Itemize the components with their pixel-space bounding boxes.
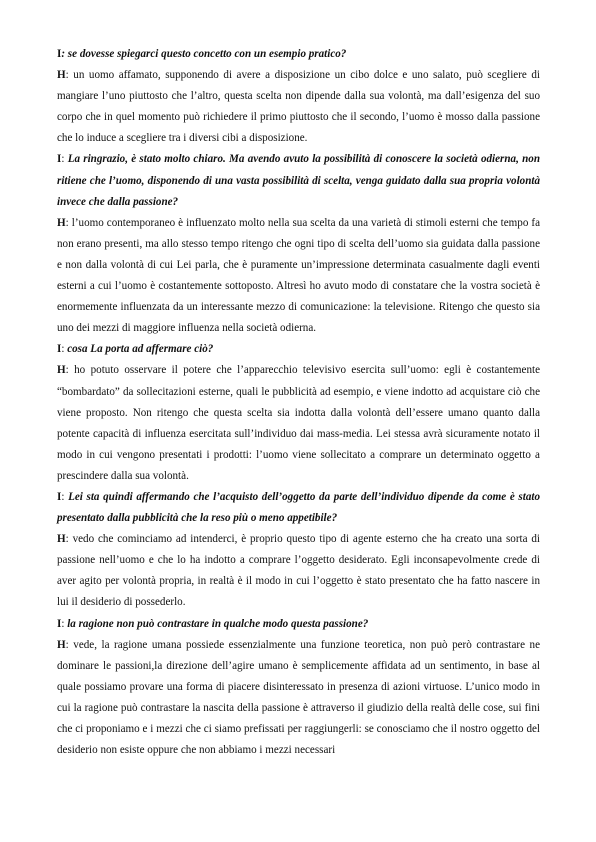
speaker-label: I <box>57 48 62 60</box>
question-sep: : <box>61 617 68 630</box>
answer-1 <box>57 65 540 149</box>
answer-sep: : <box>65 69 69 82</box>
answer-text: un uomo affamato, supponendo di avere a disposizione un cibo dolce e uno salato, può scegliere di mangiare l’uno piuttosto che l’altro, questa scelta non dipende dalla sua volontà, ma dall’esigenza del suo corpo che in quel momento può richiedere il primo piuttosto che il secondo, l’uomo è mosso dalla passione che lo induce a scegliere tra i diversi cibi a disposizione. <box>57 69 540 145</box>
answer-sep: : <box>65 533 69 546</box>
answer-3 <box>57 360 540 487</box>
speaker-label: H <box>57 69 66 82</box>
question-sep: : <box>61 343 68 356</box>
question-text: : <box>61 48 66 60</box>
question-text: Lei sta quindi affermando che l’acquisto dell’oggetto da parte dell’individuo dipende da come è stato presentato dalla pubblicità che la reso più o meno appetibile? <box>57 490 540 525</box>
answer-5 <box>57 635 540 762</box>
question-2 <box>57 149 540 212</box>
question-1 <box>57 44 540 65</box>
answer-sep: : <box>65 216 69 229</box>
document-page <box>57 44 540 761</box>
question-sep: : <box>61 153 68 166</box>
speaker-label: I <box>57 343 62 356</box>
question-4 <box>57 487 540 529</box>
speaker-label: H <box>57 364 66 377</box>
answer-4 <box>57 529 540 613</box>
answer-text: vedo che cominciamo ad intenderci, è proprio questo tipo di agente esterno che ha creato una sorta di passione nell’uomo e che lo ha indotto a comprare l’oggetto desiderato. Egli inconsapevolmente crede di aver agito per volontà propria, in realtà è il modo in cui l’oggetto è stato presentato che ha fatto nascere in lui il desiderio di possederlo. <box>57 533 540 609</box>
speaker-label: H <box>57 638 66 651</box>
answer-sep: : <box>65 638 69 651</box>
speaker-label: H <box>57 533 66 546</box>
question-text: La ringrazio, è stato molto chiaro. Ma avendo avuto la possibilità di conoscere la società odierna, non ritiene che l’uomo, disponendo di una vasta possibilità di scelta, venga guidato dalla sua propria volontà invece che dalla passione? <box>57 153 540 208</box>
answer-text: vede, la ragione umana possiede essenzialmente una funzione teoretica, non può però contrastare ne dominare le passioni,la direzione dell’agire umano è semplicemente affidata ad un sentimento, in base al quale possiamo provare una forma di piacere disinteressato in presenza di azioni virtuose. L’unico modo in cui la ragione può contrastare la nascita della passione è attraverso il giudizio della realtà delle cose, sui fini che ci proponiamo e i mezzi che ci siamo prefissati per raggiungerli: se conosciamo che il nostro oggetto del desiderio non esiste oppure che non abbiamo i mezzi necessari <box>57 638 540 757</box>
speaker-label: I <box>57 153 62 166</box>
question-text: se dovesse spiegarci questo concetto con un esempio pratico? <box>65 48 347 60</box>
question-3 <box>57 339 540 360</box>
question-5 <box>57 614 540 635</box>
answer-sep: : <box>65 364 69 377</box>
answer-text: l’uomo contemporaneo è influenzato molto nella sua scelta da una varietà di stimoli esterni che tempo fa non erano presenti, ma allo stesso tempo ritengo che ogni tipo di scelta dell’uomo sia guidata dalla passione e non dalla volontà di cui Lei parla, che è puramente un’impressione determinata casualmente dagli eventi esterni a cui l’uomo è costantemente sottoposto. Altresì ho avuto modo di constatare che la vostra società è enormemente influenzata da un interessante mezzo di comunicazione: la televisione. Ritengo che questo sia uno dei mezzi di maggiore influenza nella società odierna. <box>57 216 540 335</box>
answer-2 <box>57 213 540 340</box>
speaker-label: I <box>57 490 62 503</box>
question-text: la ragione non può contrastare in qualche modo questa passione? <box>67 617 369 630</box>
answer-text: ho potuto osservare il potere che l’apparecchio televisivo esercita sull’uomo: egli è costantemente “bombardato” da sollecitazioni esterne, quali le pubblicità ad esempio, e viene indotto ad acquistare ciò che viene proposto. Non ritengo che questa scelta sia indotta dalla volontà dell’essere umano quanto dalla potente capacità di influenza esercitata sull’individuo dai mass-media. Lei stessa avrà sicuramente notato il modo in cui vengono presentati i prodotti: l’uomo viene sollecitato a comprare un determinato oggetto a prescindere dalla sua volontà. <box>57 364 540 482</box>
speaker-label: I <box>57 617 62 630</box>
question-text: cosa La porta ad affermare ciò? <box>67 343 214 356</box>
question-sep: : <box>61 490 69 503</box>
speaker-label: H <box>57 216 66 229</box>
